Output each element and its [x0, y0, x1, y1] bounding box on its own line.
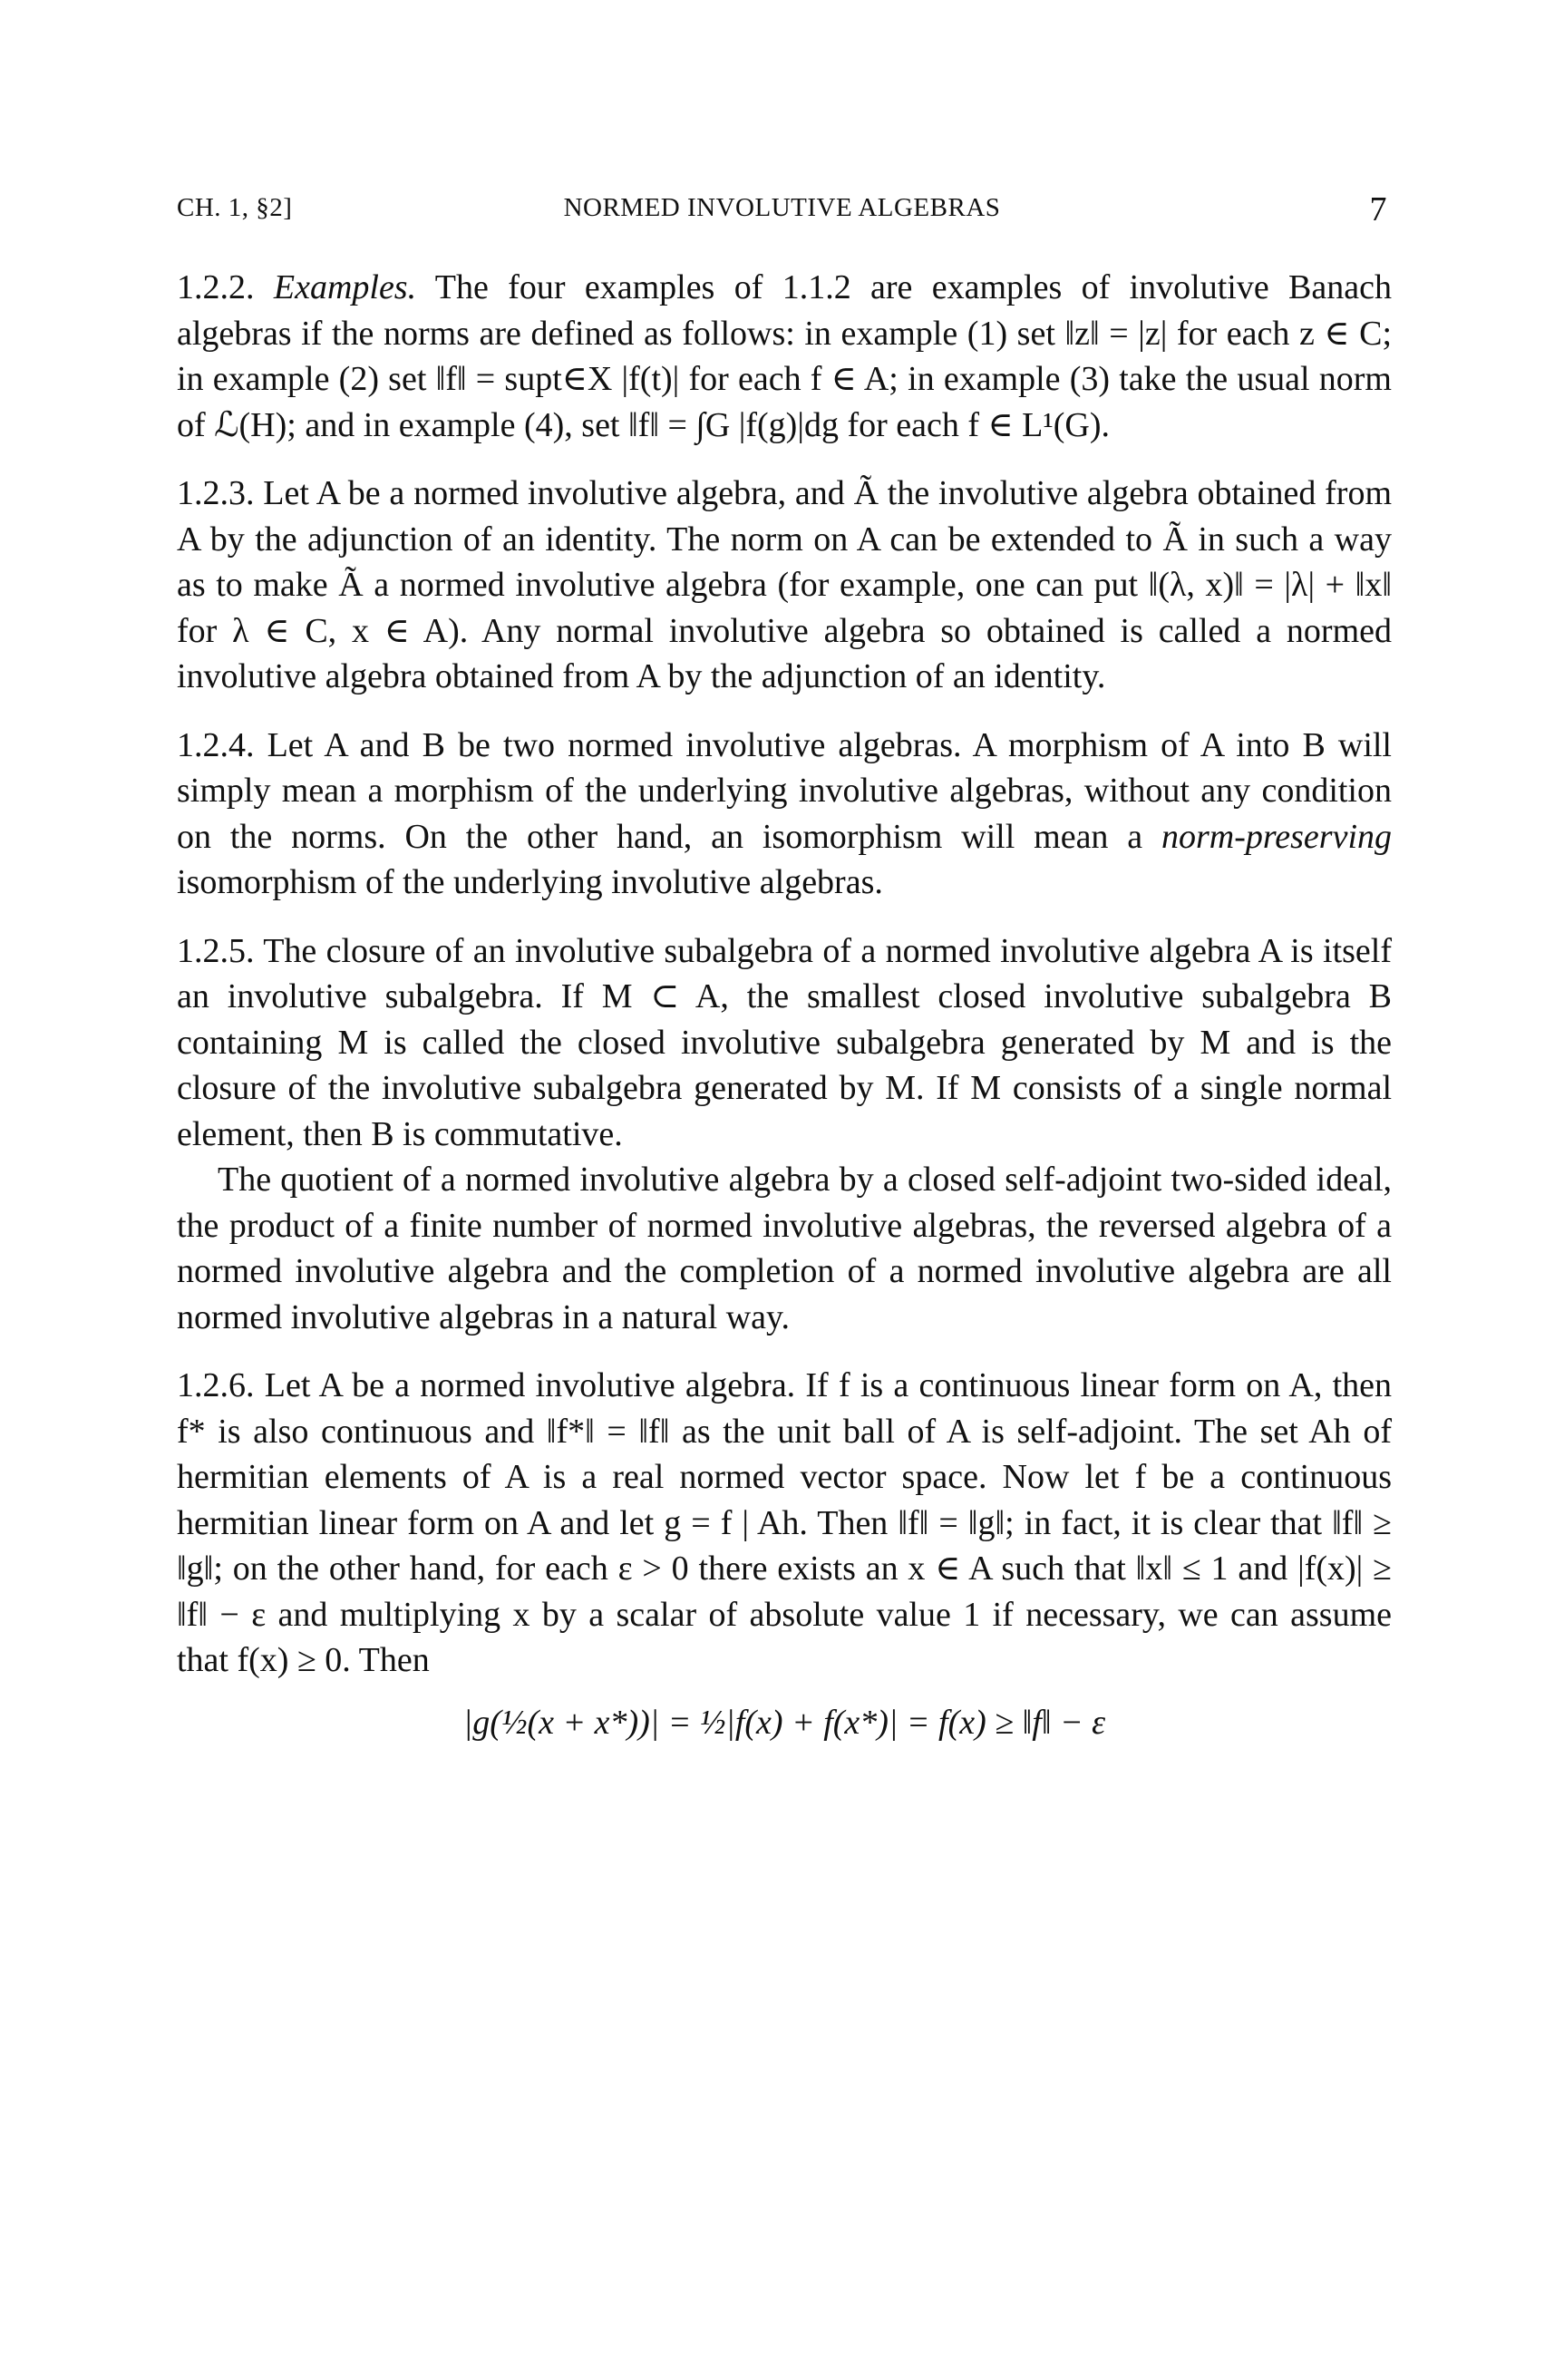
paragraph-text: The closure of an involutive subalgebra of a normed involutive algebra A is itself an involutive subalgebra. If M ⊂ A, the smallest closed involutive subalgebra B containing M is called the closed involutive subalgebra generated by M and is the closure of the involutive subalgebra generated by M. If M consists of a single normal element, then B is commutative.	[177, 931, 1392, 1153]
section-number: 1.2.2.	[177, 268, 255, 306]
emphasized-term: norm-preserving	[1161, 817, 1393, 856]
paragraph-text: Let A and B be two normed involutive algebras. A morphism of A into B will simply mean a morphism of the underlying involutive algebras, without any condition on the norms. On the other hand, an isomorphism will mean a	[177, 725, 1392, 856]
paragraph-1-2-6	[177, 1363, 1392, 1684]
paragraph-1-2-2	[177, 265, 1392, 448]
section-heading: Examples.	[273, 268, 417, 306]
paragraph-1-2-5-continued	[177, 1157, 1392, 1340]
paragraph-1-2-5	[177, 928, 1392, 1158]
section-number: 1.2.5.	[177, 931, 255, 970]
paragraph-text: Let A be a normed involutive algebra. If f is a continuous linear form on A, then f* is also continuous and ‖f*‖ = ‖f‖ as the unit ball of A is self-adjoint. The set Ah of hermitian elements of A is a real normed vector space. Now let f be a continuous hermitian linear form on A and let g = f | Ah. Then ‖f‖ = ‖g‖; in fact, it is clear that ‖f‖ ≥ ‖g‖; on the other hand, for each ε > 0 there exists an x ∈ A such that ‖x‖ ≤ 1 and |f(x)| ≥ ‖f‖ − ε and multiplying x by a scalar of absolute value 1 if necessary, we can assume that f(x) ≥ 0. Then	[177, 1366, 1393, 1679]
paragraph-text-continued: isomorphism of the underlying involutive algebras.	[177, 863, 883, 901]
display-equation	[177, 1700, 1392, 1746]
paragraph-text: The four examples of 1.1.2 are examples of involutive Banach algebras if the norms are defined as follows: in example (1) set ‖z‖ = |z| for each z ∈ C; in example (2) set ‖f‖ = supt∈X |f(t)| for each f ∈ A; in example (3) take the usual norm of ℒ(H); and in example (4), set ‖f‖ = ∫G |f(g)|dg for each f ∈ L¹(G).	[177, 268, 1392, 444]
section-number: 1.2.4.	[177, 725, 255, 764]
equation-text: |g(½(x + x*))| = ½|f(x) + f(x*)| = f(x) ≥ ‖f‖ − ε	[462, 1703, 1106, 1742]
running-title: NORMED INVOLUTIVE ALGEBRAS	[563, 193, 1001, 222]
page-number: 7	[1369, 190, 1387, 228]
page-body	[177, 265, 1392, 1745]
paragraph-text: The quotient of a normed involutive algebra by a closed self-adjoint two-sided ideal, the product of a finite number of normed involutive algebras, the reversed algebra of a normed involutive algebra and the completion of a normed involutive algebra are all normed involutive algebras in a natural way.	[177, 1161, 1392, 1336]
chapter-reference: CH. 1, §2]	[177, 193, 293, 222]
section-number: 1.2.6.	[177, 1366, 255, 1404]
running-head	[177, 190, 1387, 233]
paragraph-1-2-3	[177, 471, 1392, 700]
paragraph-text: Let A be a normed involutive algebra, and Ã the involutive algebra obtained from A by the adjunction of an identity. The norm on A can be extended to Ã in such a way as to make Ã a normed involutive algebra (for example, one can put ‖(λ, x)‖ = |λ| + ‖x‖ for λ ∈ C, x ∈ A). Any normal involutive algebra so obtained is called a normed involutive algebra obtained from A by the adjunction of an identity.	[177, 474, 1392, 695]
paragraph-1-2-4	[177, 723, 1392, 906]
section-number: 1.2.3.	[177, 474, 255, 512]
